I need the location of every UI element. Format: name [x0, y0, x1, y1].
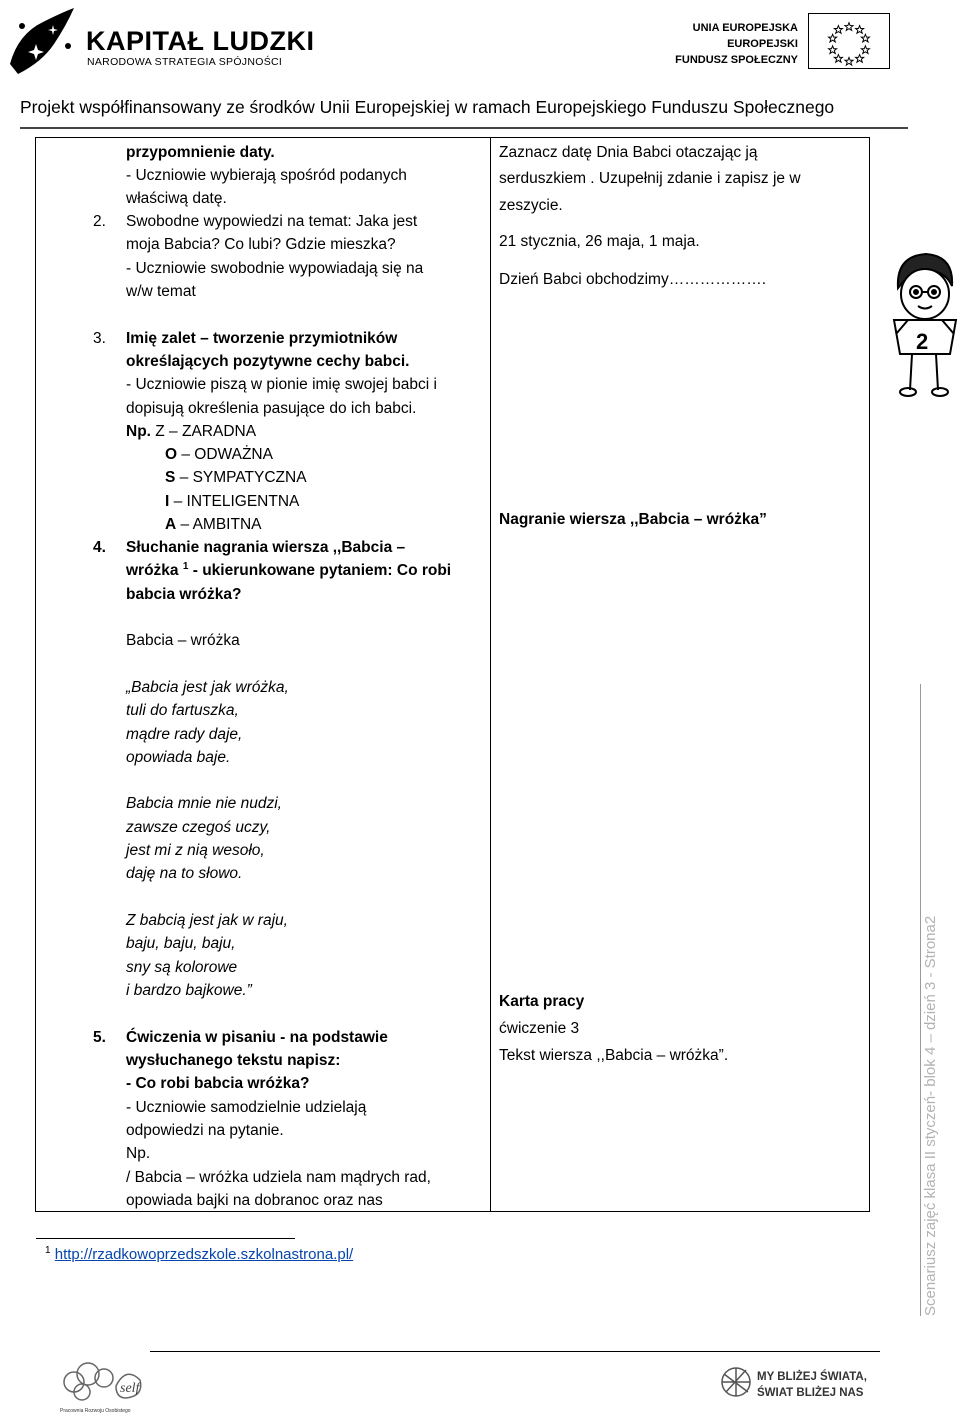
- footnote-ref: 1: [182, 560, 189, 572]
- left-line-11: dopisują określenia pasujące do ich babci.: [126, 400, 417, 417]
- acrostic-word: – ODWAŻNA: [177, 446, 273, 463]
- acrostic-letter: S: [165, 469, 176, 486]
- self-logo: [60, 1356, 152, 1408]
- right-line-1: Zaznacz datę Dnia Babci otaczając ją: [499, 144, 758, 161]
- acrostic-letter: I: [165, 493, 170, 510]
- table-column-divider: [490, 137, 491, 1212]
- eu-line-2: EUROPEJSKI: [727, 38, 798, 50]
- acrostic-o-line: [165, 443, 273, 466]
- left-line-13: [126, 559, 451, 582]
- poem-line: mądre rady daje,: [126, 726, 243, 743]
- footnote-mark: 1: [45, 1245, 51, 1256]
- right-line-4: 21 stycznia, 26 maja, 1 maja.: [499, 233, 700, 250]
- poem-line: Babcia mnie nie nudzi,: [126, 795, 282, 812]
- step-number-2: 2.: [93, 213, 106, 230]
- poem-line: sny są kolorowe: [126, 959, 238, 976]
- my-line-1: MY BLIŻEJ ŚWIATA,: [757, 1371, 867, 1383]
- kapital-ludzki-subtitle: NARODOWA STRATEGIA SPÓJNOŚCI: [87, 56, 283, 68]
- right-line-9: Tekst wiersza ,,Babcia – wróżka”.: [499, 1047, 729, 1064]
- child-with-sign-icon: [888, 250, 960, 402]
- page-badge-number: 2: [916, 329, 929, 354]
- header-divider: [20, 127, 908, 129]
- left-line-5: moja Babcia? Co lubi? Gdzie mieszka?: [126, 236, 396, 253]
- poem-title: Babcia – wróżka: [126, 632, 240, 649]
- footer-rule: [150, 1351, 880, 1352]
- acrostic-a-line: [165, 513, 261, 536]
- poem-line: opowiada baje.: [126, 749, 231, 766]
- left-line-22: opowiada bajki na dobranoc oraz nas: [126, 1192, 383, 1209]
- left-line-13-a: wróżka: [126, 562, 179, 579]
- acrostic-word: – SYMPATYCZNA: [175, 469, 307, 486]
- svg-text:self: self: [120, 1381, 140, 1396]
- left-line-15: Ćwiczenia w pisaniu - na podstawie: [126, 1029, 388, 1046]
- my-line-2: ŚWIAT BLIŻEJ NAS: [757, 1387, 864, 1399]
- acrostic-s-line: [165, 466, 307, 489]
- step-number-3: 3.: [93, 330, 106, 347]
- left-line-20: Np.: [126, 1145, 151, 1162]
- right-line-5: Dzień Babci obchodzimy……………….: [499, 271, 767, 288]
- eu-label: [675, 20, 798, 68]
- acrostic-i-line: [165, 490, 299, 513]
- left-line-3: właściwą datę.: [126, 190, 227, 207]
- footnote-link[interactable]: http://rzadkowoprzedszkole.szkolnastrona.pl/: [54, 1246, 354, 1263]
- left-line-21: / Babcia – wróżka udziela nam mądrych rad,: [126, 1169, 431, 1186]
- left-line-19: odpowiedzi na pytanie.: [126, 1122, 284, 1139]
- acrostic-z: Z – ZARADNA: [150, 423, 257, 440]
- kapital-ludzki-title: KAPITAŁ LUDZKI: [86, 26, 315, 56]
- right-line-8: ćwiczenie 3: [499, 1020, 580, 1037]
- left-line-7: w/w temat: [126, 283, 196, 300]
- poem-line: i bardzo bajkowe.”: [126, 982, 252, 999]
- right-line-7: Karta pracy: [499, 993, 585, 1010]
- side-page-caption: Scenariusz zajęć klasa II styczeń- blok 4 – dzień 3 - Strona2: [922, 915, 939, 1316]
- left-line-6: - Uczniowie swobodnie wypowiadają się na: [126, 260, 424, 277]
- kapital-ludzki-logo: [8, 4, 78, 78]
- step-number-4: 4.: [93, 539, 106, 556]
- left-line-12: Słuchanie nagrania wiersza ,,Babcia –: [126, 539, 406, 556]
- acrostic-word: – INTELIGENTNA: [169, 493, 300, 510]
- project-cofinancing-line: Projekt współfinansowany ze środków Unii Europejskiej w ramach Europejskiego Funduszu Społecznego: [20, 97, 835, 117]
- left-line-8: Imię zalet – tworzenie przymiotników: [126, 330, 398, 347]
- np-label: Np.: [126, 423, 151, 440]
- acrostic-letter: A: [165, 516, 177, 533]
- left-line-2: - Uczniowie wybierają spośród podanych: [126, 167, 407, 184]
- right-line-3: zeszycie.: [499, 197, 563, 214]
- poem-line: daję na to słowo.: [126, 865, 243, 882]
- side-text-rule: [920, 684, 921, 1316]
- left-line-10: - Uczniowie piszą w pionie imię swojej babci i: [126, 376, 437, 393]
- right-line-6: Nagranie wiersza ,,Babcia – wróżka”: [499, 511, 767, 528]
- acrostic-z-line: [126, 420, 256, 443]
- eu-line-3: FUNDUSZ SPOŁECZNY: [675, 54, 798, 66]
- my-blizej-swiata-logo: [757, 1369, 867, 1401]
- step-number-5: 5.: [93, 1029, 106, 1046]
- poem-line: baju, baju, baju,: [126, 935, 236, 952]
- left-line-9: określających pozytywne cechy babci.: [126, 353, 410, 370]
- left-line-13-b: - ukierunkowane pytaniem: Co robi: [188, 562, 452, 579]
- left-line-18: - Uczniowie samodzielnie udzielają: [126, 1099, 367, 1116]
- poem-line: Z babcią jest jak w raju,: [126, 912, 288, 929]
- acrostic-letter: O: [165, 446, 178, 463]
- eu-flag-icon: [808, 13, 890, 69]
- poem-line: tuli do fartuszka,: [126, 702, 239, 719]
- footnote-rule: [36, 1238, 295, 1239]
- poem-line: „Babcia jest jak wróżka,: [126, 679, 289, 696]
- poem-line: zawsze czegoś uczy,: [126, 819, 271, 836]
- footnote: [45, 1246, 353, 1263]
- globe-logo-icon: [718, 1362, 754, 1402]
- right-line-2: serduszkiem . Uzupełnij zdanie i zapisz je w: [499, 170, 801, 187]
- left-line-14: babcia wróżka?: [126, 586, 242, 603]
- left-line-4: Swobodne wypowiedzi na temat: Jaka jest: [126, 213, 418, 230]
- acrostic-word: – AMBITNA: [176, 516, 262, 533]
- eu-line-1: UNIA EUROPEJSKA: [692, 22, 798, 34]
- left-line-1: przypomnienie daty.: [126, 144, 275, 161]
- self-caption: Pracownia Rozwoju Osobistego: [60, 1408, 131, 1414]
- poem-line: jest mi z nią wesoło,: [126, 842, 265, 859]
- left-line-17: - Co robi babcia wróżka?: [126, 1075, 310, 1092]
- left-line-16: wysłuchanego tekstu napisz:: [126, 1052, 341, 1069]
